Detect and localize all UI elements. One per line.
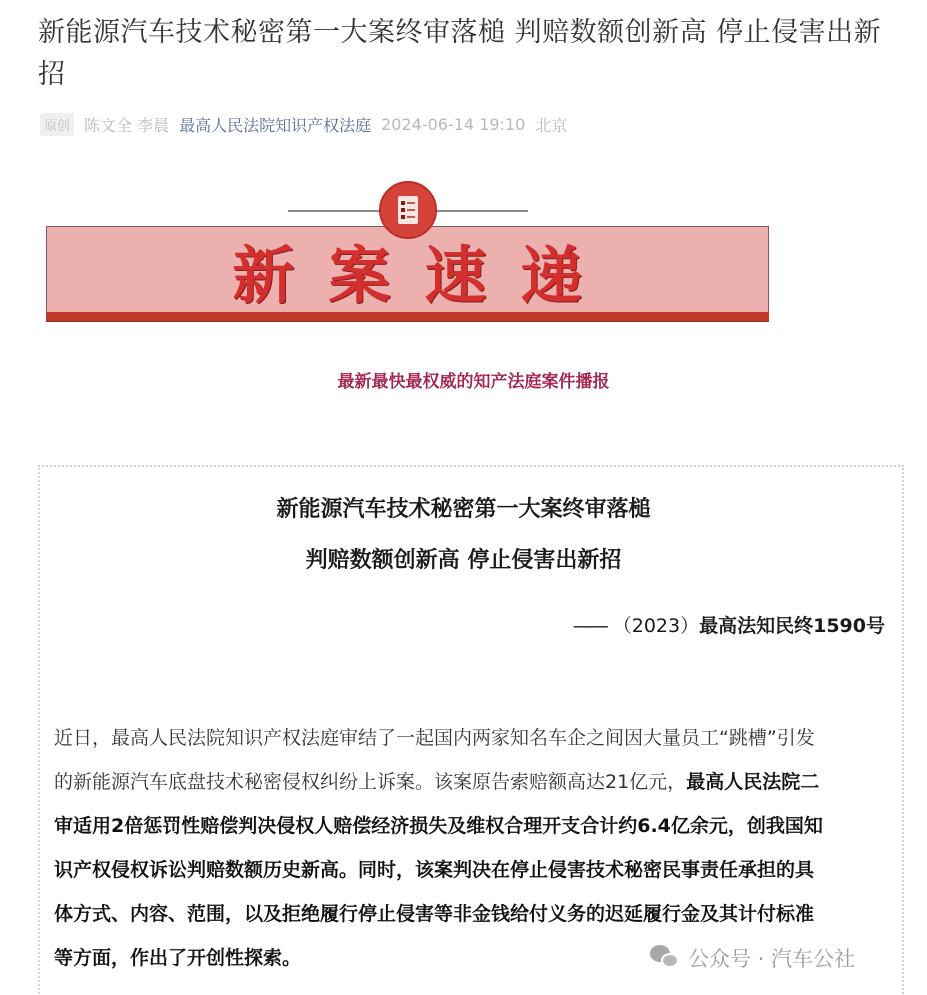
paragraph-line — [54, 848, 888, 892]
banner-char: 新 — [232, 238, 295, 312]
paragraph-line — [54, 760, 888, 804]
banner-title — [46, 226, 769, 314]
case-number-text: 最高法知民终1590号 — [699, 615, 885, 637]
banner-char: 速 — [424, 238, 487, 312]
plain-text: 的新能源汽车底盘技术秘密侵权纠纷上诉案。该案原告索赔额高达21亿元， — [54, 771, 687, 793]
authors: 陈文全 李晨 — [84, 115, 170, 135]
article-title: 新能源汽车技术秘密第一大案终审落槌 判赔数额创新高 停止侵害出新招 — [38, 17, 882, 90]
bold-text: 审适用2倍惩罚性赔偿判决侵权人赔偿经济损失及维权合理开支合计约6.4亿余元，创我国知 — [54, 815, 823, 837]
account-link[interactable]: 最高人民法院知识产权法庭 — [179, 115, 372, 135]
paragraph-line — [54, 716, 888, 760]
document-heading-line-2: 判赔数额创新高 停止侵害出新招 — [305, 548, 622, 573]
banner-char: 案 — [328, 238, 391, 312]
case-dash: —— — [572, 615, 607, 637]
bold-text: 体方式、内容、范围，以及拒绝履行停止侵害等非金钱给付义务的迟延履行金及其计付标准 — [54, 903, 815, 925]
watermark — [650, 944, 855, 972]
banner-char: 递 — [520, 238, 583, 312]
plain-text: 近日，最高人民法院知识产权法庭审结了一起国内两家知名车企之间因大量员工“跳槽”引发 — [54, 727, 815, 749]
bold-text: 等方面，作出了开创性探索。 — [54, 947, 302, 969]
publish-date: 2024-06-14 19:10 — [381, 114, 526, 134]
paragraph-line — [54, 892, 888, 936]
original-badge: 原创 — [40, 113, 74, 136]
watermark-text: 公众号 · 汽车公社 — [688, 947, 856, 971]
paragraph-line — [54, 804, 888, 848]
body-paragraph — [54, 716, 888, 980]
banner-subtitle-text: 最新最快最权威的知产法庭案件播报 — [337, 372, 610, 392]
bold-text: 最高人民法院二 — [686, 771, 820, 793]
checklist-icon — [379, 181, 437, 239]
document-heading-line-1: 新能源汽车技术秘密第一大案终审落槌 — [276, 497, 651, 522]
banner-subtitle — [0, 367, 927, 392]
wechat-icon — [650, 945, 680, 971]
publish-location: 北京 — [535, 115, 568, 135]
case-year: （2023） — [612, 615, 700, 637]
bold-text: 识产权侵权诉讼判赔数额历史新高。同时，该案判决在停止侵害技术秘密民事责任承担的具 — [54, 859, 815, 881]
article-meta — [40, 110, 567, 138]
case-number — [573, 611, 885, 638]
